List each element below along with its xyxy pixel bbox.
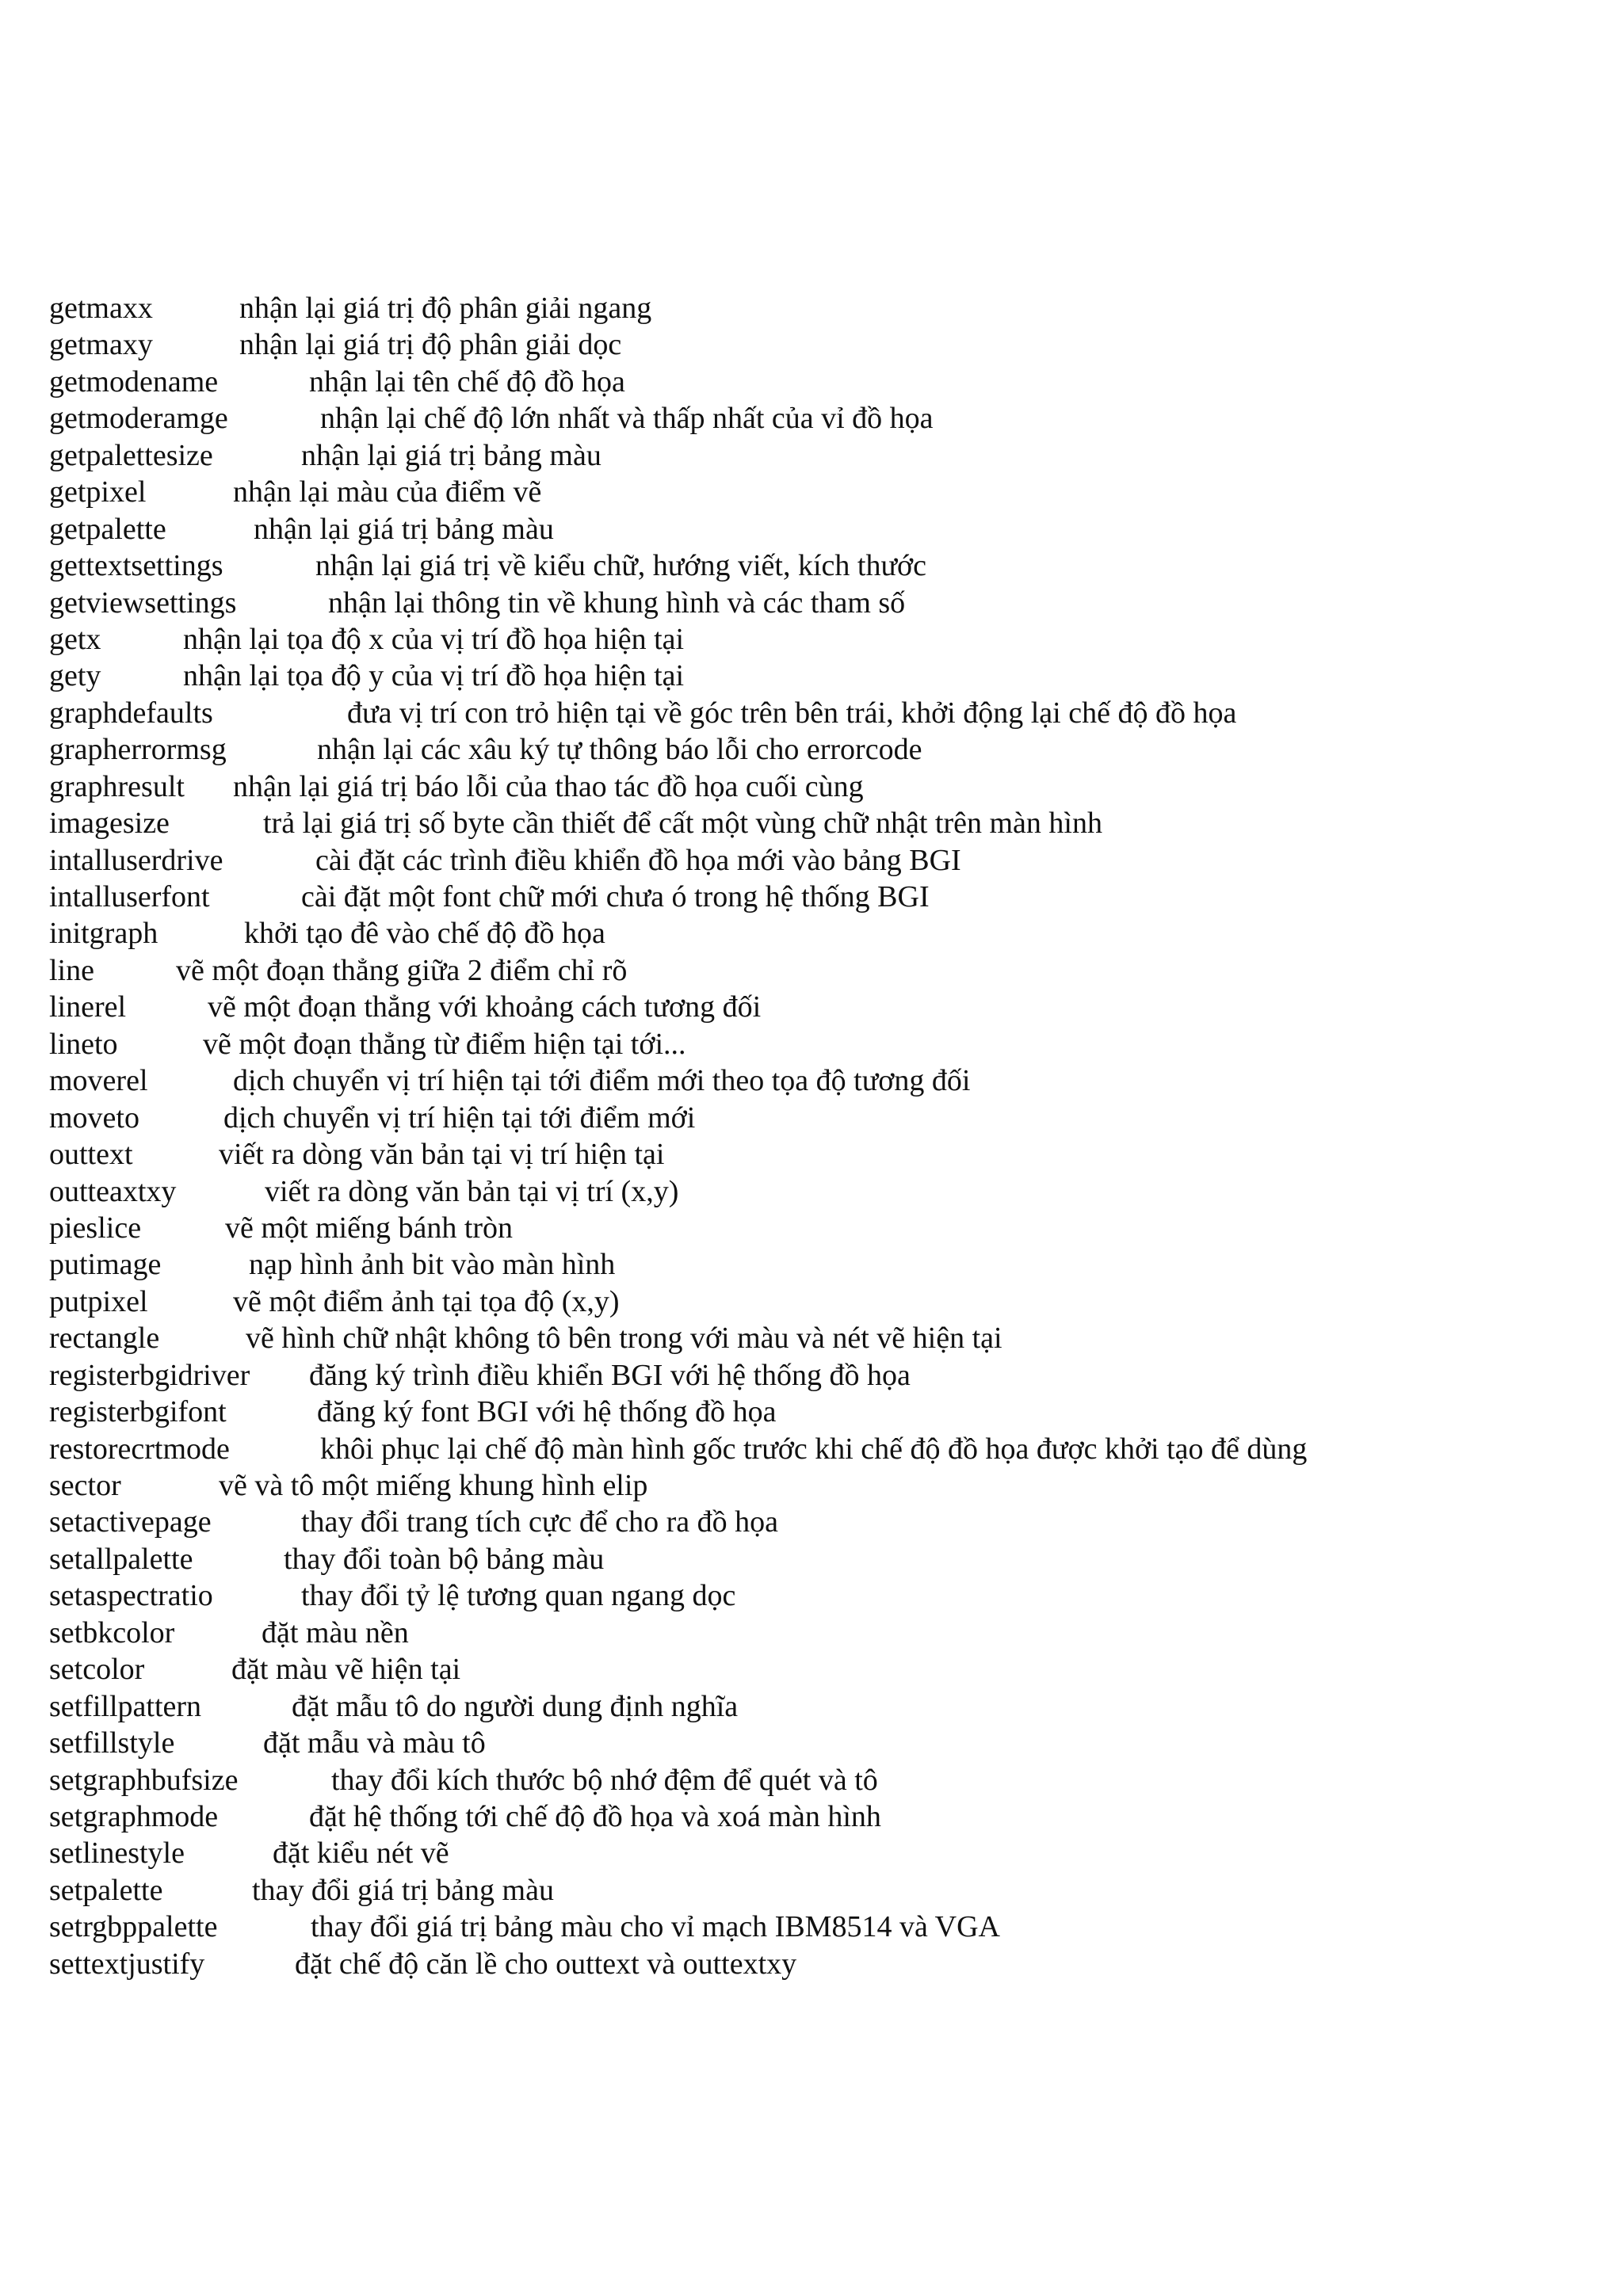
- function-name: gety: [49, 659, 101, 693]
- function-description: nhận lại thông tin về khung hình và các tham số: [328, 585, 906, 620]
- function-entry: [49, 915, 1602, 952]
- function-name: sector: [49, 1469, 121, 1502]
- function-entry: [49, 805, 1602, 841]
- function-name: setgraphbufsize: [49, 1763, 239, 1797]
- function-entry: [49, 1026, 1602, 1062]
- function-entry: [49, 547, 1602, 584]
- function-description: vẽ một đoạn thẳng từ điểm hiện tại tới...: [203, 1027, 686, 1061]
- function-description: đặt mẫu tô do người dung định nghĩa: [292, 1689, 739, 1723]
- function-name: getmaxy: [49, 328, 153, 362]
- function-description: cài đặt các trình điều khiển đồ họa mới vào bảng BGI: [315, 843, 961, 877]
- function-description: đặt chế độ căn lề cho outtext và outtextxy: [295, 1947, 797, 1981]
- function-entry: [49, 1210, 1602, 1246]
- function-entry: [49, 952, 1602, 989]
- function-name: setrgbppalette: [49, 1910, 218, 1944]
- function-entry: [49, 326, 1602, 363]
- function-entry: [49, 1394, 1602, 1430]
- function-entry: [49, 989, 1602, 1025]
- function-description: nhận lại giá trị bảng màu: [254, 512, 554, 546]
- function-entry: [49, 731, 1602, 768]
- function-description: khởi tạo đê vào chế độ đồ họa: [244, 917, 605, 951]
- function-entry: [49, 1246, 1602, 1283]
- function-entry: [49, 1651, 1602, 1688]
- function-name: getviewsettings: [49, 585, 237, 620]
- function-description: nhận lại giá trị về kiểu chữ, hướng viết, kích thước: [315, 549, 927, 583]
- function-description: thay đổi giá trị bảng màu: [252, 1873, 554, 1907]
- function-description: nhận lại màu của điểm vẽ: [233, 475, 542, 509]
- function-entry: [49, 364, 1602, 400]
- function-name: setactivepage: [49, 1505, 212, 1539]
- function-description: vẽ một đoạn thẳng với khoảng cách tương đối: [208, 990, 762, 1024]
- function-list: [49, 290, 1602, 1982]
- function-description: vẽ một điểm ảnh tại tọa độ (x,y): [233, 1284, 620, 1318]
- function-description: nhận lại giá trị báo lỗi của thao tác đồ họa cuối cùng: [233, 769, 864, 803]
- function-name: getpalettesize: [49, 438, 213, 472]
- function-entry: [49, 1946, 1602, 1982]
- function-description: nhận lại tọa độ x của vị trí đồ họa hiện tại: [183, 622, 685, 656]
- function-description: vẽ hình chữ nhật không tô bên trong với màu và nét vẽ hiện tại: [246, 1322, 1002, 1356]
- function-name: getmodename: [49, 364, 219, 399]
- function-description: viết ra dòng văn bản tại vị trí hiện tại: [219, 1138, 665, 1172]
- function-name: putpixel: [49, 1284, 148, 1318]
- function-name: getpixel: [49, 475, 147, 509]
- function-entry: [49, 585, 1602, 621]
- function-entry: [49, 1173, 1602, 1210]
- function-entry: [49, 1577, 1602, 1614]
- function-entry: [49, 1283, 1602, 1320]
- function-name: rectangle: [49, 1322, 160, 1356]
- function-name: intalluserdrive: [49, 843, 223, 877]
- function-description: nhận lại tên chế độ đồ họa: [309, 364, 625, 399]
- function-description: đưa vị trí con trỏ hiện tại về góc trên bên trái, khởi động lại chế độ đồ họa: [347, 696, 1237, 730]
- function-description: vẽ và tô một miếng khung hình elip: [219, 1469, 648, 1502]
- function-entry: [49, 1504, 1602, 1540]
- function-name: intalluserfont: [49, 880, 210, 913]
- function-description: dịch chuyển vị trí hiện tại tới điểm mới: [223, 1100, 696, 1135]
- function-entry: [49, 511, 1602, 547]
- function-entry: [49, 400, 1602, 437]
- function-description: vẽ một đoạn thẳng giữa 2 điểm chỉ rõ: [176, 953, 628, 987]
- function-description: vẽ một miếng bánh tròn: [225, 1211, 514, 1245]
- function-name: setfillstyle: [49, 1726, 175, 1760]
- function-description: đặt kiểu nét vẽ: [273, 1836, 449, 1871]
- function-entry: [49, 621, 1602, 658]
- function-entry: [49, 1467, 1602, 1504]
- function-entry: [49, 1615, 1602, 1651]
- function-name: setallpalette: [49, 1542, 193, 1576]
- function-entry: [49, 1431, 1602, 1467]
- function-entry: [49, 1688, 1602, 1725]
- function-name: settextjustify: [49, 1947, 205, 1981]
- function-description: đăng ký font BGI với hệ thống đồ họa: [317, 1395, 777, 1429]
- function-description: đặt màu vẽ hiện tại: [231, 1653, 461, 1687]
- function-name: registerbgifont: [49, 1395, 227, 1429]
- function-description: thay đổi tỷ lệ tương quan ngang dọc: [301, 1579, 736, 1613]
- function-entry: [49, 695, 1602, 731]
- function-name: setfillpattern: [49, 1689, 202, 1723]
- function-entry: [49, 1909, 1602, 1945]
- function-name: line: [49, 953, 94, 987]
- function-entry: [49, 658, 1602, 694]
- function-entry: [49, 1136, 1602, 1173]
- function-description: dịch chuyển vị trí hiện tại tới điểm mới theo tọa độ tương đối: [233, 1064, 971, 1098]
- function-description: nhận lại tọa độ y của vị trí đồ họa hiện tại: [183, 659, 685, 693]
- function-name: moverel: [49, 1064, 148, 1098]
- function-name: setcolor: [49, 1653, 145, 1687]
- function-name: initgraph: [49, 917, 158, 951]
- function-description: trả lại giá trị số byte cần thiết để cất một vùng chữ nhật trên màn hình: [263, 807, 1102, 841]
- function-name: moveto: [49, 1100, 139, 1135]
- function-name: graphdefaults: [49, 696, 213, 730]
- function-name: linerel: [49, 990, 127, 1024]
- function-name: setbkcolor: [49, 1615, 175, 1650]
- function-name: registerbgidriver: [49, 1358, 250, 1392]
- function-name: setlinestyle: [49, 1836, 185, 1871]
- function-description: viết ra dòng văn bản tại vị trí (x,y): [265, 1174, 679, 1208]
- function-name: setgraphmode: [49, 1799, 219, 1833]
- function-description: nhận lại các xâu ký tự thông báo lỗi cho errorcode: [317, 733, 922, 767]
- function-name: setaspectratio: [49, 1579, 213, 1613]
- function-name: restorecrtmode: [49, 1432, 230, 1466]
- function-description: thay đổi trang tích cực để cho ra đồ họa: [301, 1505, 778, 1539]
- function-entry: [49, 1062, 1602, 1099]
- function-name: outtext: [49, 1138, 133, 1172]
- function-name: gettextsettings: [49, 549, 223, 583]
- function-description: nhận lại giá trị bảng màu: [301, 438, 601, 472]
- function-name: getx: [49, 622, 101, 656]
- function-entry: [49, 1541, 1602, 1577]
- function-entry: [49, 1320, 1602, 1356]
- function-entry: [49, 474, 1602, 510]
- function-entry: [49, 842, 1602, 879]
- function-name: getmaxx: [49, 292, 153, 325]
- function-entry: [49, 1835, 1602, 1871]
- function-name: grapherrormsg: [49, 733, 227, 767]
- function-description: thay đổi toàn bộ bảng màu: [284, 1542, 605, 1576]
- function-entry: [49, 769, 1602, 805]
- function-entry: [49, 879, 1602, 915]
- function-entry: [49, 290, 1602, 326]
- function-name: pieslice: [49, 1211, 142, 1245]
- function-name: lineto: [49, 1027, 118, 1061]
- function-entry: [49, 1100, 1602, 1136]
- function-description: cài đặt một font chữ mới chưa ó trong hệ thống BGI: [301, 880, 930, 913]
- function-description: đăng ký trình điều khiển BGI với hệ thống đồ họa: [309, 1358, 911, 1392]
- function-description: khôi phục lại chế độ màn hình gốc trước khi chế độ đồ họa được khởi tạo để dùng: [320, 1432, 1308, 1466]
- function-entry: [49, 1762, 1602, 1798]
- function-entry: [49, 1798, 1602, 1835]
- function-description: đặt màu nền: [262, 1615, 409, 1650]
- function-entry: [49, 1357, 1602, 1394]
- function-description: nạp hình ảnh bit vào màn hình: [249, 1248, 616, 1282]
- function-name: outteaxtxy: [49, 1174, 177, 1208]
- function-name: getpalette: [49, 512, 166, 546]
- function-name: graphresult: [49, 769, 185, 803]
- function-description: nhận lại chế độ lớn nhất và thấp nhất của vỉ đồ họa: [320, 402, 934, 436]
- function-description: thay đổi giá trị bảng màu cho vỉ mạch IBM8514 và VGA: [311, 1910, 1000, 1944]
- function-name: setpalette: [49, 1873, 163, 1907]
- function-description: nhận lại giá trị độ phân giải ngang: [239, 292, 652, 325]
- function-entry: [49, 437, 1602, 474]
- function-name: getmoderamge: [49, 402, 228, 436]
- function-entry: [49, 1725, 1602, 1761]
- function-name: imagesize: [49, 807, 170, 841]
- function-entry: [49, 1872, 1602, 1909]
- function-name: putimage: [49, 1248, 162, 1282]
- function-description: nhận lại giá trị độ phân giải dọc: [239, 328, 622, 362]
- function-description: đặt hệ thống tới chế độ đồ họa và xoá màn hình: [309, 1799, 881, 1833]
- function-description: đặt mẫu và màu tô: [263, 1726, 486, 1760]
- function-description: thay đổi kích thước bộ nhớ đệm để quét và tô: [331, 1763, 878, 1797]
